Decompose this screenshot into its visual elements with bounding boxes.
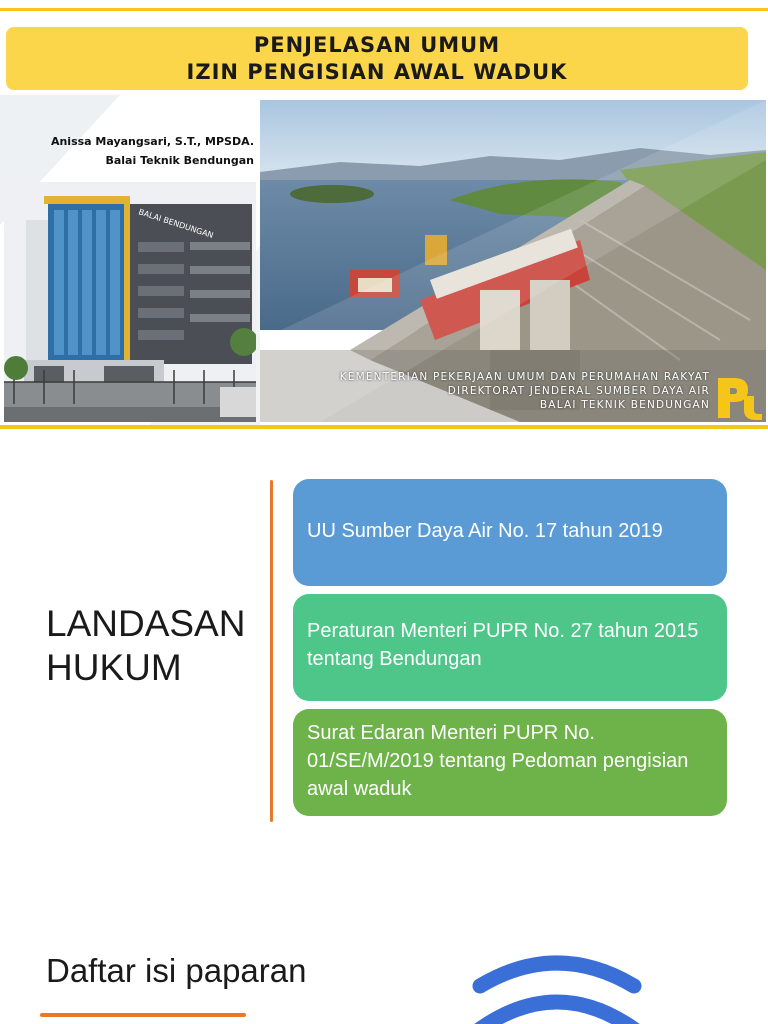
bottom-accent-rule [0, 425, 768, 429]
section-title: LANDASAN HUKUM [46, 603, 246, 688]
top-accent-rule [0, 8, 768, 11]
wifi-icon [462, 952, 652, 1024]
contents-title: Daftar isi paparan [46, 952, 307, 989]
ministry-line-2: DIREKTORAT JENDERAL SUMBER DAYA AIR [447, 385, 710, 397]
legal-item-2: Peraturan Menteri PUPR No. 27 tahun 2015 tentang Bendungan [293, 594, 727, 701]
legal-basis-slide [0, 432, 768, 864]
title-line-1: PENJELASAN UMUM [253, 32, 501, 57]
author-block [20, 132, 254, 170]
contents-slide [0, 864, 768, 1024]
ministry-text [340, 370, 710, 412]
pupr-logo [714, 374, 766, 422]
cover-slide [0, 0, 768, 432]
building-sign: BALAI BENDUNGAN [137, 207, 215, 241]
author-institution: Balai Teknik Bendungan [105, 154, 254, 167]
contents-underline [40, 1013, 246, 1017]
building-photo [4, 182, 256, 422]
ministry-line-3: BALAI TEKNIK BENDUNGAN [539, 399, 710, 411]
title-line-2: IZIN PENGISIAN AWAL WADUK [186, 59, 568, 84]
legal-item-1: UU Sumber Daya Air No. 17 tahun 2019 [293, 479, 727, 586]
ministry-line-1: KEMENTERIAN PEKERJAAN UMUM DAN PERUMAHAN RAKYAT [339, 371, 710, 383]
author-name: Anissa Mayangsari, S.T., MPSDA. [50, 135, 254, 148]
title-banner [6, 27, 748, 90]
section-divider [270, 480, 273, 822]
legal-item-3: Surat Edaran Menteri PUPR No. 01/SE/M/2019 tentang Pedoman pengisian awal waduk [293, 709, 727, 816]
